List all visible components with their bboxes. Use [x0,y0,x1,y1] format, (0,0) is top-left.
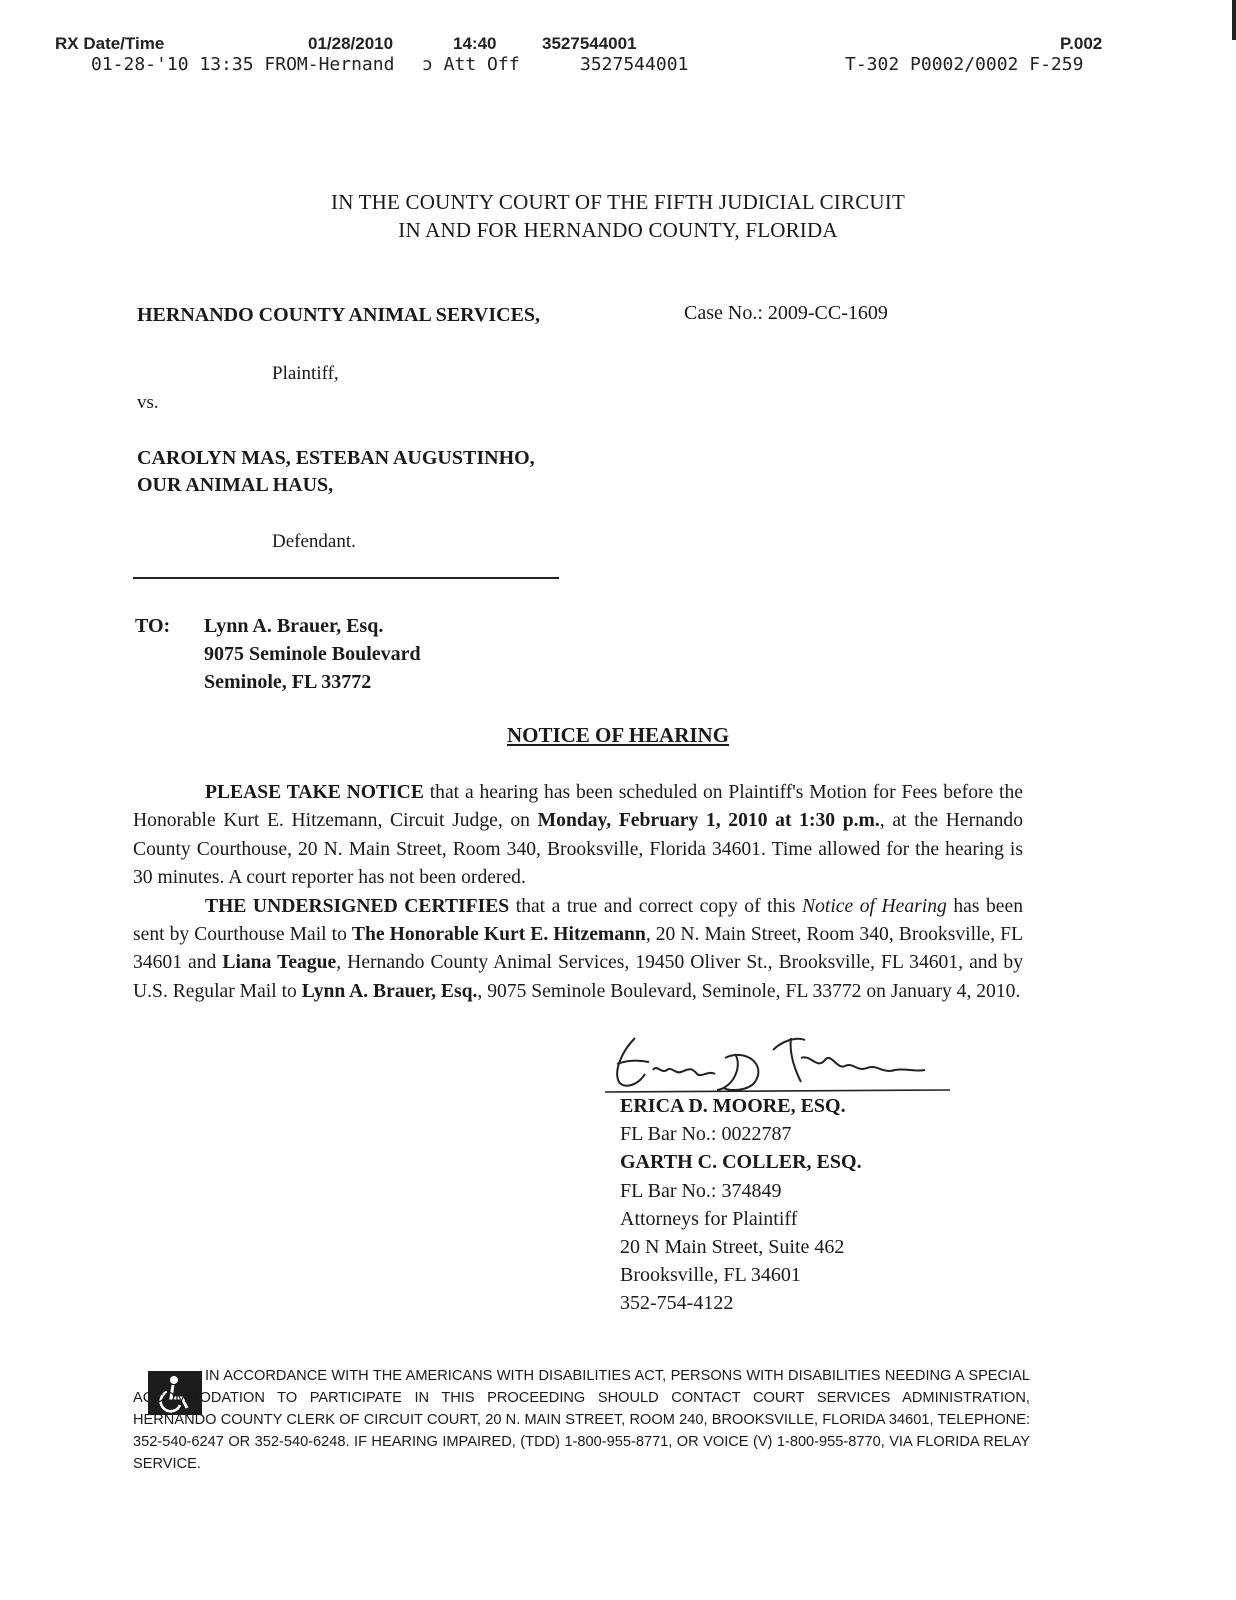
recipient-city: Seminole, FL 33772 [204,671,372,693]
defendants-line1: CAROLYN MAS, ESTEBAN AUGUSTINHO, [137,447,535,469]
recipient-name: Lynn A. Brauer, Esq. [204,615,384,637]
case-number [684,302,888,325]
attorney-city: Brooksville, FL 34601 [620,1264,801,1287]
page-edge [1232,0,1236,40]
plaintiff-role: Plaintiff, [272,363,339,384]
notice-title: NOTICE OF HEARING [506,723,730,747]
fax-rx-label: RX Date/Time [55,34,165,53]
court-heading-line2: IN AND FOR HERNANDO COUNTY, FLORIDA [398,218,838,242]
attorney-2-name: GARTH C. COLLER, ESQ. [620,1151,862,1174]
handwritten-signature [605,1030,965,1098]
fax-from-number: 3527544001 [580,54,689,75]
notice-body [133,779,1023,1006]
caption-rule [133,577,559,579]
fax-rx-time: 14:40 [453,34,497,53]
attorneys-role: Attorneys for Plaintiff [620,1207,798,1230]
ada-notice-text: IN ACCORDANCE WITH THE AMERICANS WITH DISABILITIES ACT, PERSONS WITH DISABILITIES NEEDING A SPECIAL ACCOMMODATION TO PARTICIPATE IN THIS PROCEEDING SHOULD CONTACT COURT SERVICES ADMINISTRATION, HERNANDO COUNTY CLERK OF CIRCUIT COURT, 20 N. MAIN STREET, ROOM 240, BROOKSVILLE, FLORIDA 34601, TELEPHONE: 352-540-6247 OR 352-540-6248. IF HEARING IMPAIRED, (TDD) 1-800-955-8771, OR VOICE (V) 1-800-955-8770, VIA FLORIDA RELAY SERVICE. [133,1368,1030,1472]
attorney-phone: 352-754-4122 [620,1292,734,1315]
attorney-2-bar: FL Bar No.: 374849 [620,1179,782,1202]
attorney-1-name: ERICA D. MOORE, ESQ. [620,1095,846,1117]
defendant-role: Defendant. [272,531,356,552]
signature-block [620,1092,862,1318]
versus: vs. [137,392,159,413]
attorney-1-bar: FL Bar No.: 0022787 [620,1123,792,1146]
court-heading-line1: IN THE COUNTY COURT OF THE FIFTH JUDICIAL CIRCUIT [331,190,905,214]
fax-from: 01-28-'10 13:35 FROM-Hernand [91,54,395,75]
fax-office: ɔ Att Off [422,54,520,75]
fax-page: P.002 [1060,34,1103,53]
fax-rx-number: 3527544001 [542,34,637,53]
attorney-street: 20 N Main Street, Suite 462 [620,1236,845,1259]
fax-rx-date: 01/28/2010 [308,34,394,53]
hearing-datetime: Monday, February 1, 2010 at 1:30 p.m. [537,810,880,832]
recipient-street: 9075 Seminole Boulevard [204,643,421,665]
notice-paragraph-1: PLEASE TAKE NOTICE that a hearing has been scheduled on Plaintiff's Motion for Fees before the Honorable Kurt E. Hitzemann, Circuit Judge, on Monday, February 1, 2010 at 1:30 p.m., at the Hernando County Courthouse, 20 N. Main Street, Room 340, Brooksville, Florida 34601. Time allowed for the hearing is 30 minutes. A court reporter has not been ordered. [133,782,1023,889]
fax-transmission-info: T-302 P0002/0002 F-259 [845,54,1084,75]
to-label: TO: [135,615,171,637]
case-number-label: Case No.: [684,302,763,324]
plaintiff-name: HERNANDO COUNTY ANIMAL SERVICES, [137,304,541,326]
notice-paragraph-2: THE UNDERSIGNED CERTIFIES that a true and correct copy of this Notice of Hearing has been sent by Courthouse Mail to The Honorable Kurt E. Hitzemann, 20 N. Main Street, Room 340, Brooksville, FL 34601 and Liana Teague, Hernando County Animal Services, 19450 Oliver St., Brooksville, FL 34601, and by U.S. Regular Mail to Lynn A. Brauer, Esq., 9075 Seminole Boulevard, Seminole, FL 33772 on January 4, 2010. [133,895,1024,1002]
case-number-value: 2009-CC-1609 [767,302,888,324]
defendants-line2: OUR ANIMAL HAUS, [137,474,334,496]
ada-notice [133,1365,1030,1475]
